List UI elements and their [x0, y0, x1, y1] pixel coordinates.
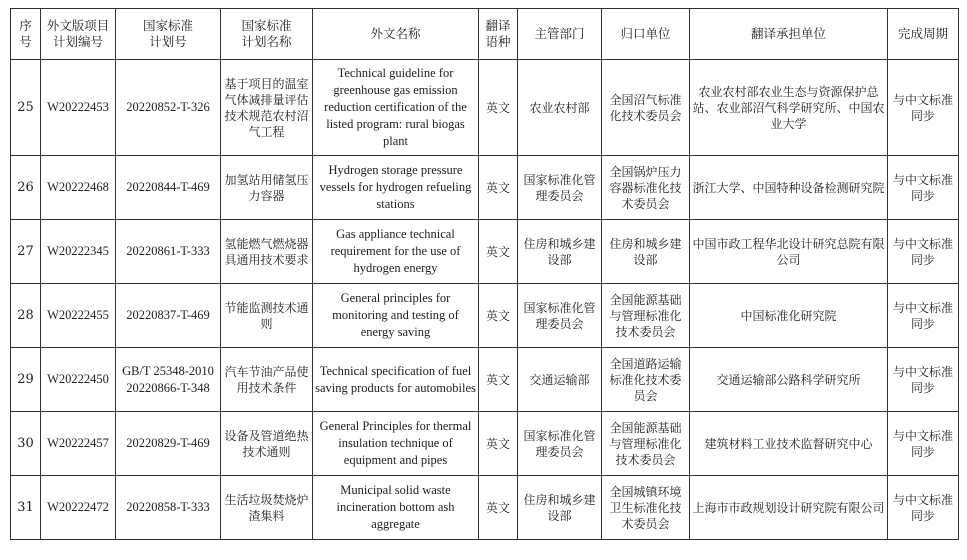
header-national-name-label: 国家标准 计划名称: [241, 18, 292, 49]
cell-period: 与中文标准同步: [888, 60, 959, 156]
cell-dept: 住房和城乡建设部: [518, 220, 602, 284]
header-national-name: [221, 9, 313, 60]
cell-seq: 31: [11, 476, 41, 540]
cell-translator: 中国市政工程华北设计研究总院有限公司: [690, 220, 888, 284]
table-row: [11, 220, 959, 284]
cell-foreign-name: General Principles for thermal insulation technique of equipment and pipes: [313, 412, 479, 476]
cell-foreign-id: W20222455: [41, 284, 116, 348]
cell-seq: 30: [11, 412, 41, 476]
cell-foreign-id: W20222450: [41, 348, 116, 412]
cell-foreign-name: General principles for monitoring and testing of energy saving: [313, 284, 479, 348]
table-row: [11, 156, 959, 220]
cell-foreign-name: Municipal solid waste incineration bottom ash aggregate: [313, 476, 479, 540]
cell-national-name: 生活垃圾焚烧炉渣集料: [221, 476, 313, 540]
standards-table: [10, 8, 959, 540]
cell-national-plan: 20220852-T-326: [116, 60, 221, 156]
cell-national-plan: 20220861-T-333: [116, 220, 221, 284]
cell-dept: 农业农村部: [518, 60, 602, 156]
cell-translator: 上海市市政规划设计研究院有限公司: [690, 476, 888, 540]
header-foreign-name: [313, 9, 479, 60]
cell-lang: 英文: [479, 60, 518, 156]
cell-national-name: 基于项目的温室气体减排量评估技术规范农村沼气工程: [221, 60, 313, 156]
cell-translator: 建筑材料工业技术监督研究中心: [690, 412, 888, 476]
cell-foreign-name: Hydrogen storage pressure vessels for hydrogen refueling stations: [313, 156, 479, 220]
cell-foreign-name: Technical specification of fuel saving products for automobiles: [313, 348, 479, 412]
header-lang-label: 翻译 语种: [485, 18, 511, 49]
cell-period: 与中文标准同步: [888, 220, 959, 284]
header-seq-label: 序 号: [19, 18, 32, 49]
cell-period: 与中文标准同步: [888, 476, 959, 540]
cell-national-name: 设备及管道绝热技术通则: [221, 412, 313, 476]
header-period-label: 完成周期: [897, 26, 948, 41]
cell-foreign-id: W20222472: [41, 476, 116, 540]
cell-foreign-id: W20222457: [41, 412, 116, 476]
cell-seq: 29: [11, 348, 41, 412]
cell-owner: 住房和城乡建设部: [602, 220, 690, 284]
cell-period: 与中文标准同步: [888, 284, 959, 348]
cell-foreign-id: W20222468: [41, 156, 116, 220]
cell-period: 与中文标准同步: [888, 348, 959, 412]
table-row: [11, 284, 959, 348]
cell-national-name: 加氢站用储氢压力容器: [221, 156, 313, 220]
cell-foreign-id: W20222453: [41, 60, 116, 156]
header-owner: [602, 9, 690, 60]
header-lang: [479, 9, 518, 60]
header-seq: [11, 9, 41, 60]
cell-translator: 浙江大学、中国特种设备检测研究院: [690, 156, 888, 220]
cell-translator: 农业农村部农业生态与资源保护总站、农业部沼气科学研究所、中国农业大学: [690, 60, 888, 156]
cell-dept: 国家标准化管理委员会: [518, 284, 602, 348]
cell-national-name: 节能监测技术通则: [221, 284, 313, 348]
cell-national-name: 氢能燃气燃烧器具通用技术要求: [221, 220, 313, 284]
cell-owner: 全国能源基础与管理标准化技术委员会: [602, 412, 690, 476]
table-row: [11, 60, 959, 156]
cell-owner: 全国锅炉压力容器标准化技术委员会: [602, 156, 690, 220]
cell-dept: 住房和城乡建设部: [518, 476, 602, 540]
cell-foreign-id: W20222345: [41, 220, 116, 284]
cell-lang: 英文: [479, 412, 518, 476]
header-period: [888, 9, 959, 60]
header-foreign-name-label: 外文名称: [370, 26, 421, 41]
cell-translator: 中国标准化研究院: [690, 284, 888, 348]
cell-national-plan: 20220844-T-469: [116, 156, 221, 220]
cell-national-name: 汽车节油产品使用技术条件: [221, 348, 313, 412]
cell-foreign-name: Technical guideline for greenhouse gas emission reduction certification of the listed program: rural biogas plant: [313, 60, 479, 156]
cell-dept: 交通运输部: [518, 348, 602, 412]
header-row: [11, 9, 959, 60]
cell-owner: 全国沼气标准化技术委员会: [602, 60, 690, 156]
cell-seq: 26: [11, 156, 41, 220]
header-national-plan-label: 国家标准 计划号: [142, 18, 193, 49]
cell-period: 与中文标准同步: [888, 412, 959, 476]
table-row: [11, 476, 959, 540]
cell-lang: 英文: [479, 156, 518, 220]
cell-owner: 全国能源基础与管理标准化技术委员会: [602, 284, 690, 348]
header-dept-label: 主管部门: [534, 26, 585, 41]
cell-owner: 全国道路运输标准化技术委员会: [602, 348, 690, 412]
cell-dept: 国家标准化管理委员会: [518, 412, 602, 476]
cell-lang: 英文: [479, 348, 518, 412]
cell-owner: 全国城镇环境卫生标准化技术委员会: [602, 476, 690, 540]
cell-translator: 交通运输部公路科学研究所: [690, 348, 888, 412]
cell-lang: 英文: [479, 284, 518, 348]
cell-lang: 英文: [479, 220, 518, 284]
cell-foreign-name: Gas appliance technical requirement for the use of hydrogen energy: [313, 220, 479, 284]
cell-lang: 英文: [479, 476, 518, 540]
header-foreign-id: [41, 9, 116, 60]
cell-national-plan: 20220858-T-333: [116, 476, 221, 540]
header-foreign-id-label: 外文版项目 计划编号: [46, 18, 110, 49]
cell-period: 与中文标准同步: [888, 156, 959, 220]
header-national-plan: [116, 9, 221, 60]
header-owner-label: 归口单位: [620, 26, 671, 41]
cell-seq: 27: [11, 220, 41, 284]
cell-national-plan: 20220837-T-469: [116, 284, 221, 348]
header-dept: [518, 9, 602, 60]
table-row: [11, 412, 959, 476]
cell-national-plan: GB/T 25348-2010 20220866-T-348: [116, 348, 221, 412]
cell-dept: 国家标准化管理委员会: [518, 156, 602, 220]
cell-national-plan: 20220829-T-469: [116, 412, 221, 476]
table-row: [11, 348, 959, 412]
header-translator-label: 翻译承担单位: [750, 26, 826, 41]
header-translator: [690, 9, 888, 60]
cell-seq: 25: [11, 60, 41, 156]
cell-seq: 28: [11, 284, 41, 348]
